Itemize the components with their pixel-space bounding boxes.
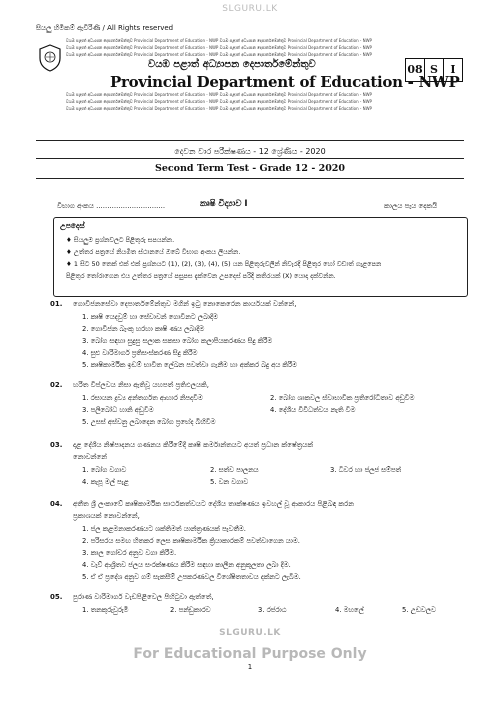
duration-label: කාලය පැය දෙකයි (384, 202, 438, 210)
question-text-continued: නොවන්නේ (73, 453, 107, 461)
question-option: 4. දේශීය විවිධත්වය නැති වීම (270, 406, 356, 414)
watermark-purpose: For Educational Purpose Only (133, 646, 367, 662)
instructions-title: උපදෙස් (60, 221, 85, 230)
watermark-top: SLGURU.LK (222, 4, 278, 14)
page-number: 1 (247, 663, 253, 671)
question-option: 5. කෘෂිකාර්මික ඉඩම් භාවිත ලේඛන පවත්වා ගැනීම හා අක්කර බදු අය කිරීම (82, 361, 297, 369)
paper-code-medium: S (424, 59, 443, 81)
question-option: 2. ගොවිජන බැංකු හරහා කෘෂි ණය ලබාදීම (82, 325, 205, 333)
question-option: 4. මහලේ (335, 606, 364, 614)
instructions-box (53, 217, 468, 297)
question-option: 1. ජල කළමනාකරණයට ශක්තිමත් යාන්ත්‍රණයක් පැවතීම. (82, 525, 246, 533)
rights-notice: සියලු හිමිකම් ඇවිරිණි / All Rights reserved (36, 24, 174, 32)
question-option: 4. කැපූ මල් පැළ (82, 478, 129, 486)
question-option: 3. රජරාඨ (258, 606, 287, 614)
question-text: පුරාණ වාරිමාර්ග වැඩපිළිවෙල පිහිටුවා ඇත්තේ, (73, 593, 214, 601)
subject-title: කෘෂි විද්‍යාව I (200, 199, 248, 209)
question-text: හරිත විප්ලවය නිසා ඇතිවූ යහපත් ප්‍රතිඵලයකි, (73, 381, 209, 389)
header-title-si: වයඹ පළාත් අධ්‍යාපන දෙපාර්තමේන්තුව (148, 59, 316, 70)
question-option: 4. වැව් ආශ්‍රිතව ජලය සංරක්ෂණය කිරීම සඳහා කාලීන අනුකූලතා ලබා දීම. (82, 561, 291, 569)
question-number: 03. (50, 441, 63, 449)
header-repeat-line-6: වයඹ පළාත් අධ්‍යාපන දෙපාර්තමේන්තුව Provincial Department of Education - NWP වයඹ පළාත් අධ්‍යාපන දෙපාර්තමේන්තුව Provincial Department of Education - NWP (66, 106, 372, 111)
question-option: 5. උසස් අස්වනු ලබාදෙන බෝග ප්‍රභේද බිහිවීම (82, 418, 216, 426)
header-title-en: Provincial Department of Education - NWP (110, 73, 460, 91)
question-text: ගොවිජනසේවා දෙපාර්තමේන්තුව මගින් ඉටු නොකෙරෙන කාර්යයක් වන්නේ, (73, 300, 297, 308)
instruction-item: පිළිතුර තෝරාගෙන එය උත්තර පත්‍රයේ පසුපස දැක්වෙන උපදෙස් පරිදි කතිරයක් (X) යොදා දක්වන්න. (66, 272, 336, 280)
question-option: 2. පරිසරය සමඟ හිතකර ලෙස කෘෂිකාර්මික ක්‍රියාකාරකම් පවත්වාගෙන යාම. (82, 537, 300, 545)
question-option: 4. සුළු වාරිමාර්ග ප්‍රතිසංස්කරණ සිදු කිරීම (82, 349, 198, 357)
question-number: 01. (50, 300, 63, 308)
header-repeat-line-2: වයඹ පළාත් අධ්‍යාපන දෙපාර්තමේන්තුව Provincial Department of Education - NWP වයඹ පළාත් අධ්‍යාපන දෙපාර්තමේන්තුව Provincial Department of Education - NWP (66, 45, 372, 50)
question-option: 5. උඩවලව (402, 606, 436, 614)
question-option: 1. තනකුරුවුරුමි (82, 606, 129, 614)
question-option: 3. බෝග සඳහා සුදුසු සලාක සකසා බෝග කලාපීයකරණය සිදු කිරීම (82, 337, 273, 345)
paper-code-part: I (443, 59, 462, 81)
question-option: 1. රසායන ද්‍රව්‍ය අන්තර්ගත ආහාර නිපදවීම (82, 394, 203, 402)
question-option: 3. පලිබෝධ හානි අඩුවීම (82, 406, 154, 414)
divider-1 (36, 140, 464, 141)
paper-code-subject: 08 (407, 63, 423, 76)
emblem-icon (38, 44, 62, 72)
question-option: 2. බෝග ශාකවල ස්වාභාවික ප්‍රතිරෝධීතාව අඩුවීම (270, 394, 415, 402)
question-text: දළ දේශීය නිෂ්පාදනය ගණනය කිරීමේදී කෘෂි කර්මාන්තයට අයත් ප්‍රධාන ක්ෂේත්‍රයක් (73, 441, 314, 449)
question-option: 3. කාල ගෝචර අනුව වගා කිරීම. (82, 549, 177, 557)
instruction-item: ♦ සියලුම ප්‍රශ්නවලට පිළිතුරු සපයන්න. (66, 236, 175, 244)
question-number: 05. (50, 593, 63, 601)
question-text: අතීත ශ්‍රී ලංකාවේ කෘෂිකාර්මික සාර්ථකත්වයට දේශීය තාක්ෂණය ඉවහල් වූ ආකාරය පිළිබඳ කරන (73, 500, 354, 508)
question-option: 1. කෘෂි යෙදවුම් හා සේවාවන් ගොවීනට ලබාදීම (82, 313, 218, 321)
exam-title-si: දෙවන වාර පරීක්ෂණය - 12 ශ්‍රේණිය - 2020 (174, 147, 326, 156)
paper-code-box (405, 58, 463, 82)
question-number: 02. (50, 381, 63, 389)
question-option: 1. බෝග වගාව (82, 466, 127, 474)
question-option: 3. ධීවර හා ජලජ සම්පත් (330, 466, 402, 474)
question-option: 2. පන්ඩුකාරව (170, 606, 211, 614)
exam-title-en: Second Term Test - Grade 12 - 2020 (154, 163, 346, 174)
instruction-item: ♦ 1 සිට 50 තෙක් එක් එක් ප්‍රශ්නයට (1), (2), (3), (4), (5) යන පිළිතුරුවලින් නිවැරදි පිළිතුර හෝ වඩාත් ගැළපෙන (66, 260, 382, 268)
header-repeat-line-1: වයඹ පළාත් අධ්‍යාපන දෙපාර්තමේන්තුව Provincial Department of Education - NWP වයඹ පළාත් අධ්‍යාපන දෙපාර්තමේන්තුව Provincial Department of Education - NWP (66, 38, 372, 43)
question-option: 2. සත්ව පාලනය (210, 466, 259, 474)
divider-2 (36, 158, 464, 159)
header-repeat-line-3: වයඹ පළාත් අධ්‍යාපන දෙපාර්තමේන්තුව Provincial Department of Education - NWP වයඹ පළාත් අධ්‍යාපන දෙපාර්තමේන්තුව Provincial Department of Education - NWP (66, 52, 372, 57)
question-number: 04. (50, 500, 63, 508)
question-option: 5. වන වගාව (210, 478, 249, 486)
divider-3 (36, 178, 464, 179)
instruction-item: ♦ උත්තර පත්‍රයේ නියමිත ස්ථානයේ ඔබේ විභාග අංකය ලියන්න. (66, 248, 241, 256)
question-text-continued: ප්‍රකාශයක් නොවන්නේ, (73, 512, 140, 520)
header-repeat-line-5: වයඹ පළාත් අධ්‍යාපන දෙපාර්තමේන්තුව Provincial Department of Education - NWP වයඹ පළාත් අධ්‍යාපන දෙපාර්තමේන්තුව Provincial Department of Education - NWP (66, 99, 372, 104)
question-option: 5. ඒ ඒ ප්‍රදේශ අනුව ගම් සැකසීම් උපකරණවල විශේෂිතතාවය දක්නට ලැබීම. (82, 573, 301, 581)
watermark-bottom: SLGURU.LK (219, 628, 281, 638)
index-number-label: විභාග අංකය ............................... (57, 202, 166, 210)
header-repeat-line-4: වයඹ පළාත් අධ්‍යාපන දෙපාර්තමේන්තුව Provincial Department of Education - NWP වයඹ පළාත් අධ්‍යාපන දෙපාර්තමේන්තුව Provincial Department of Education - NWP (66, 92, 372, 97)
